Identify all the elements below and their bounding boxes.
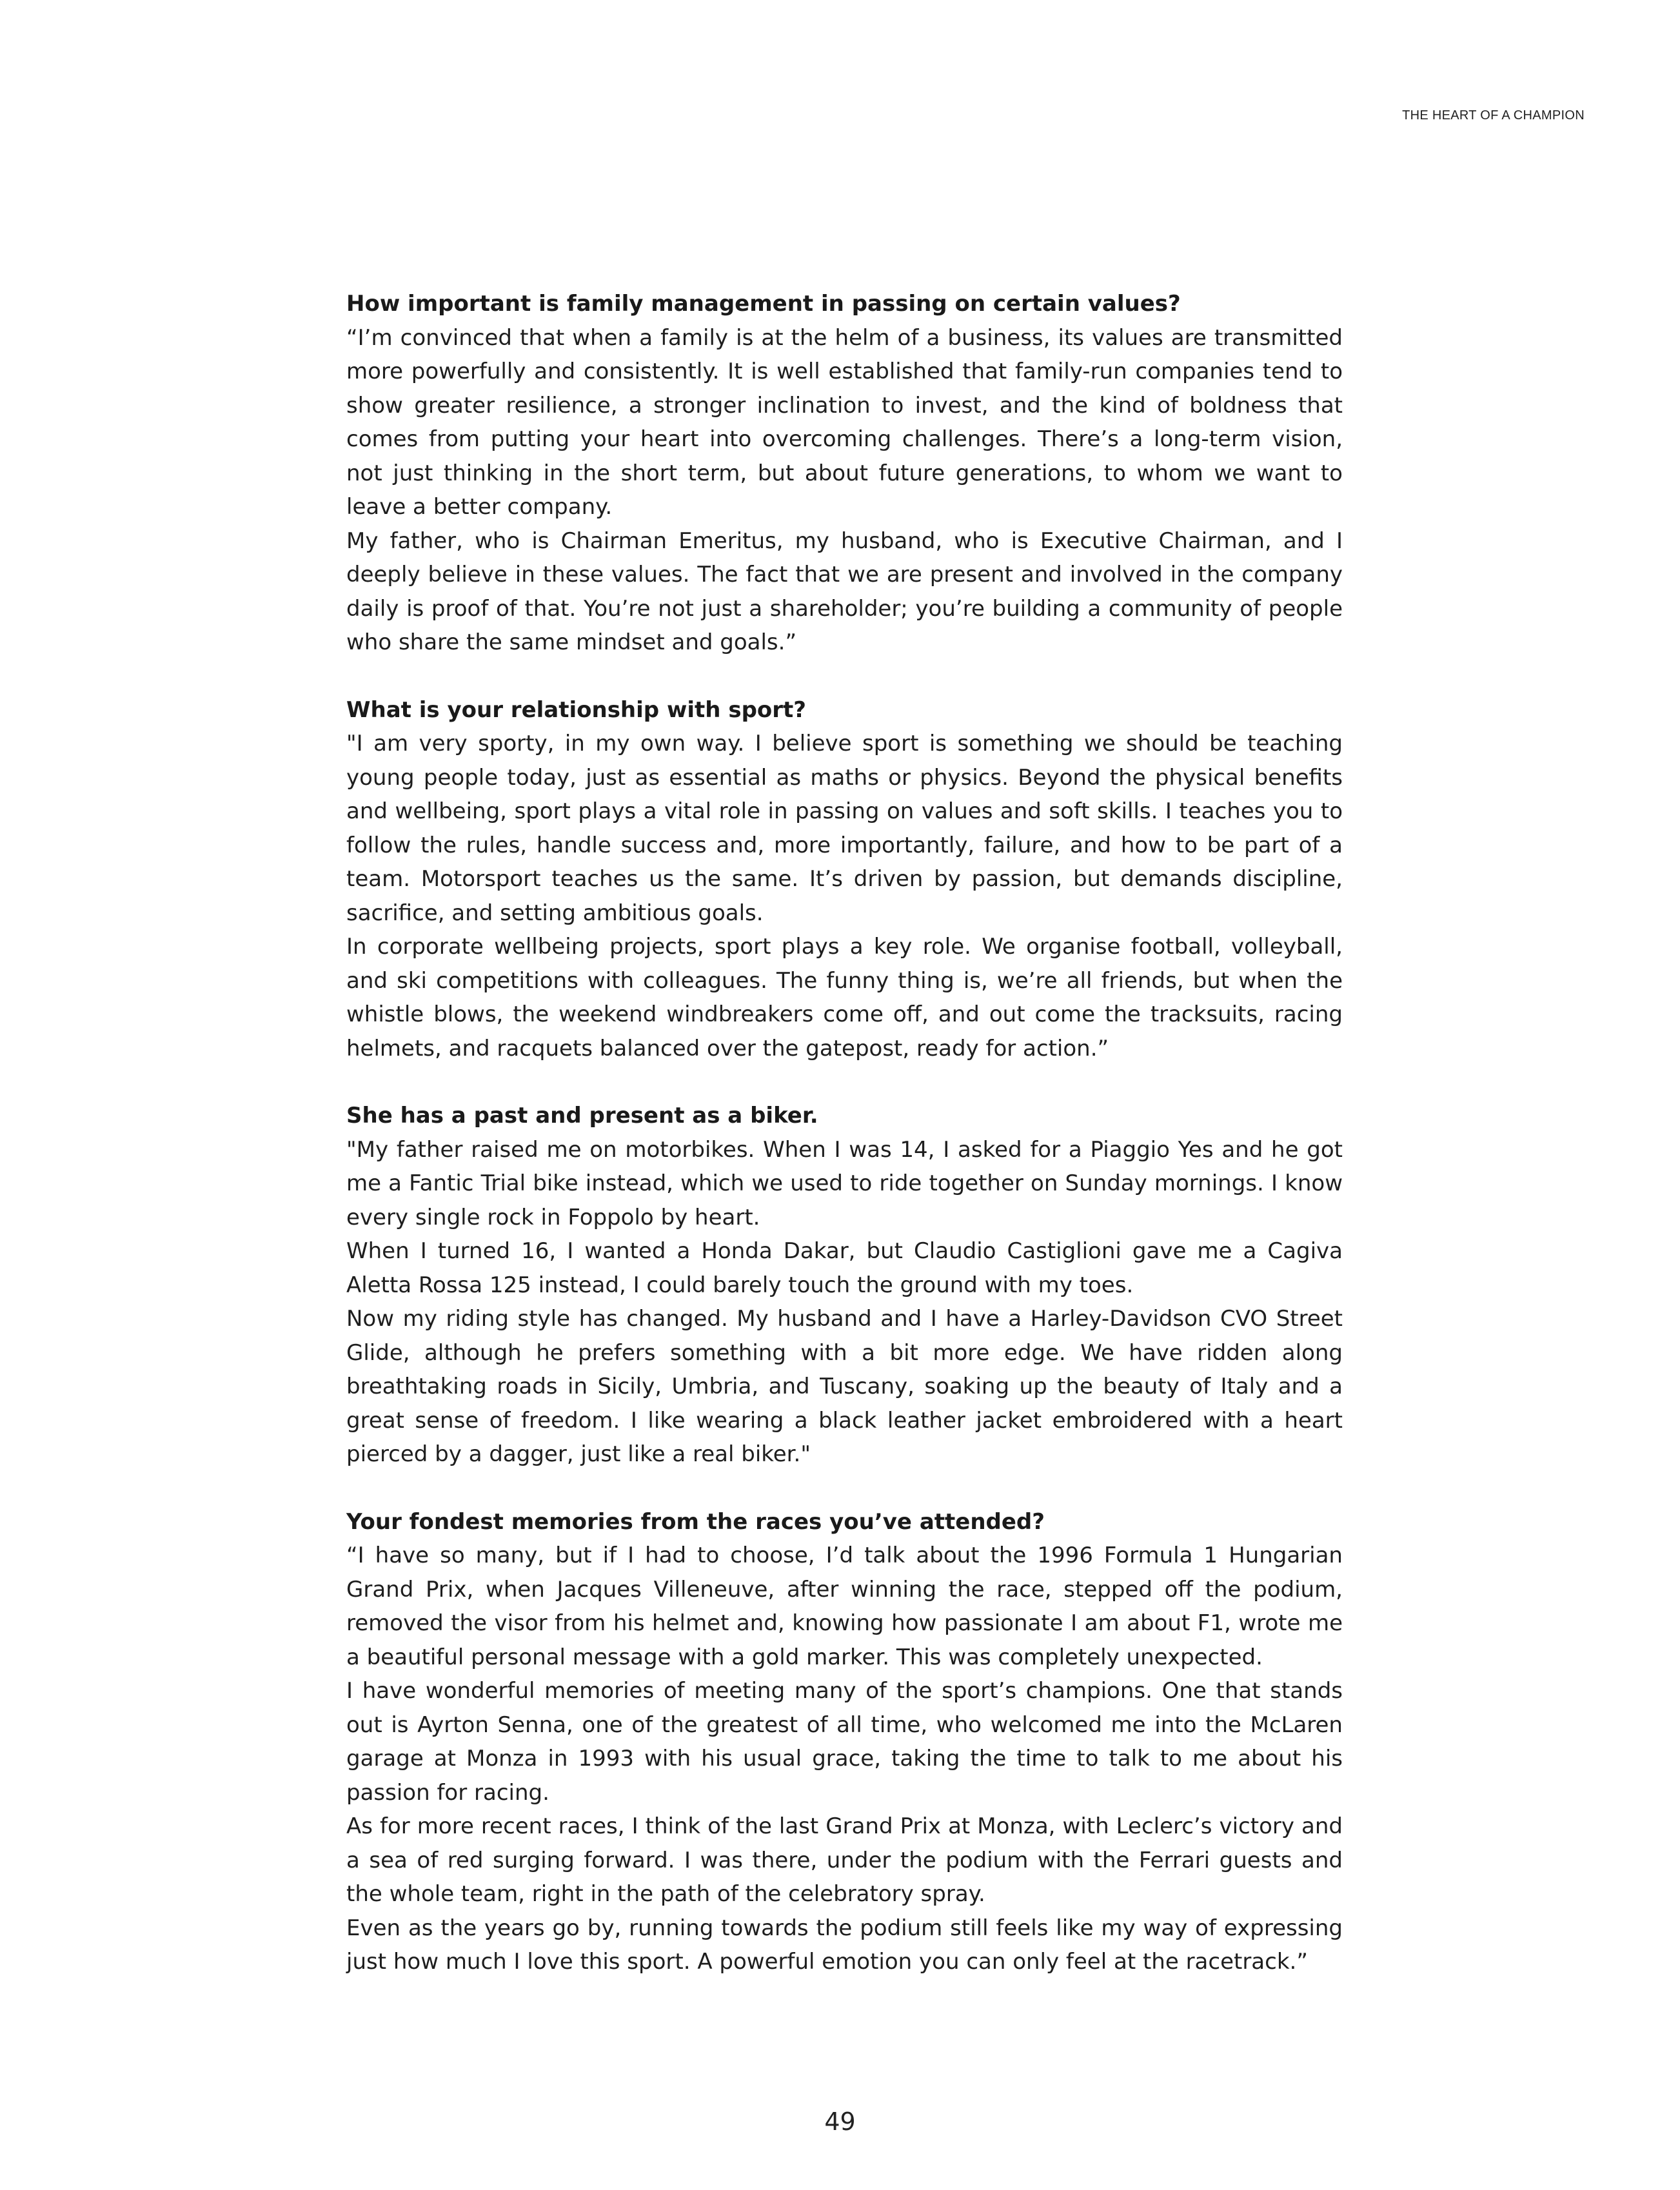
running-header: THE HEART OF A CHAMPION	[1402, 108, 1585, 123]
qa-section-race-memories	[346, 1505, 1343, 1979]
question-heading: What is your relationship with sport?	[346, 696, 807, 723]
answer-paragraph: As for more recent races, I think of the last Grand Prix at Monza, with Leclerc’s victory and a sea of red surging forward. I was there, under the podium with the Ferrari guests and the whole team, right in the path of the celebratory spray.	[346, 1813, 1343, 1907]
answer-paragraph: When I turned 16, I wanted a Honda Dakar, but Claudio Castiglioni gave me a Cagiva Aletta Rossa 125 instead, I could barely touch the ground with my toes.	[346, 1238, 1343, 1298]
answer-paragraph: My father, who is Chairman Emeritus, my husband, who is Executive Chairman, and I deeply believe in these values. The fact that we are present and involved in the company daily is proof of that. You’re not just a shareholder; you’re building a community of people who share the same mindset and goals.”	[346, 528, 1343, 655]
answer-paragraph: “I’m convinced that when a family is at the helm of a business, its values are transmitted more powerfully and consistently. It is well established that family-run companies tend to show greater resilience, a stronger inclination to invest, and the kind of boldness that comes from putting your heart into overcoming challenges. There’s a long-term vision, not just thinking in the short term, but about future generations, to whom we want to leave a better company.	[346, 324, 1343, 520]
qa-section-biker	[346, 1099, 1343, 1472]
answer-paragraph: Even as the years go by, running towards the podium still feels like my way of expressing just how much I love this sport. A powerful emotion you can only feel at the racetrack.”	[346, 1915, 1343, 1975]
answer-paragraph: I have wonderful memories of meeting many of the sport’s champions. One that stands out is Ayrton Senna, one of the greatest of all time, who welcomed me into the McLaren garage at Monza in 1993 with his usual grace, taking the time to talk to me about his passion for racing.	[346, 1678, 1343, 1806]
qa-section-sport	[346, 693, 1343, 1066]
page-number: 49	[824, 2107, 856, 2136]
question-heading: Your fondest memories from the races you’ve attended?	[346, 1508, 1045, 1535]
answer-paragraph: Now my riding style has changed. My husband and I have a Harley-Davidson CVO Street Glide, although he prefers something with a bit more edge. We have ridden along breathtaking roads in Sicily, Umbria, and Tuscany, soaking up the beauty of Italy and a great sense of freedom. I like wearing a black leather jacket embroidered with a heart pierced by a dagger, just like a real biker."	[346, 1306, 1343, 1467]
answer-paragraph: "My father raised me on motorbikes. When I was 14, I asked for a Piaggio Yes and he got me a Fantic Trial bike instead, which we used to ride together on Sunday mornings. I know every single rock in Foppolo by heart.	[346, 1136, 1343, 1230]
answer-paragraph: "I am very sporty, in my own way. I believe sport is something we should be teaching young people today, just as essential as maths or physics. Beyond the physical benefits and wellbeing, sport plays a vital role in passing on values and soft skills. I teaches you to follow the rules, handle success and, more importantly, failure, and how to be part of a team. Motorsport teaches us the same. It’s driven by passion, but demands discipline, sacrifice, and setting ambitious goals.	[346, 731, 1343, 926]
question-heading: She has a past and present as a biker.	[346, 1103, 818, 1129]
qa-section-family-management	[346, 287, 1343, 660]
question-heading: How important is family management in passing on certain values?	[346, 291, 1181, 317]
answer-paragraph: “I have so many, but if I had to choose, I’d talk about the 1996 Formula 1 Hungarian Grand Prix, when Jacques Villeneuve, after winning the race, stepped off the podium, removed the visor from his helmet and, knowing how passionate I am about F1, wrote me a beautiful personal message with a gold marker. This was completely unexpected.	[346, 1543, 1343, 1670]
article-body	[346, 287, 1343, 2013]
answer-paragraph: In corporate wellbeing projects, sport plays a key role. We organise football, volleyball, and ski competitions with colleagues. The funny thing is, we’re all friends, but when the whistle blows, the weekend windbreakers come off, and out come the tracksuits, racing helmets, and racquets balanced over the gatepost, ready for action.”	[346, 934, 1343, 1061]
